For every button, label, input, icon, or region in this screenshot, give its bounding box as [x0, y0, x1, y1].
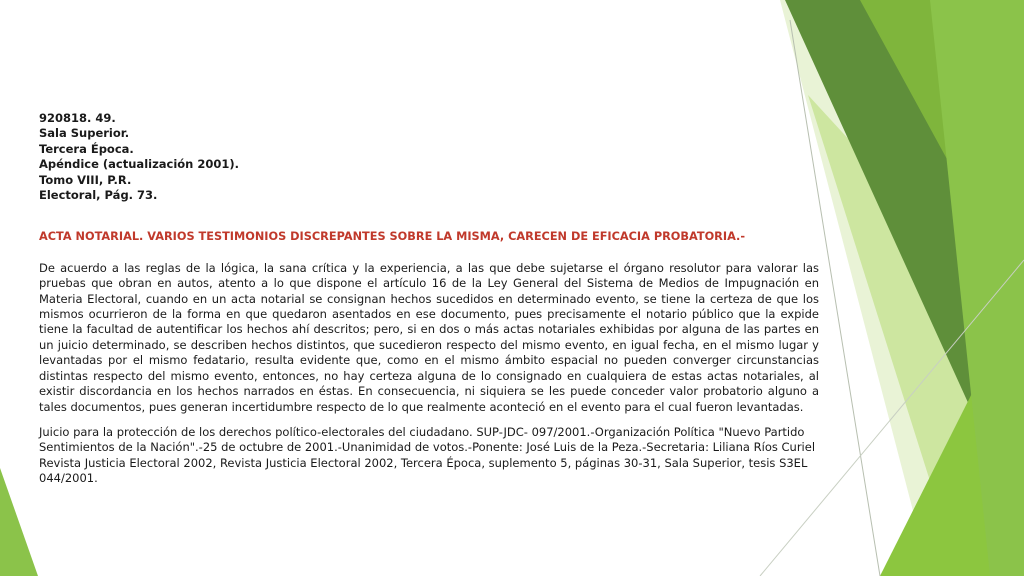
thesis-heading: ACTA NOTARIAL. VARIOS TESTIMONIOS DISCREPANTES SOBRE LA MISMA, CARECEN DE EFICACIA PROBATORIA.- — [39, 230, 746, 244]
meta-line: Tercera Época. — [39, 141, 134, 156]
left-green-accent — [0, 468, 38, 576]
precedent-block — [39, 425, 819, 487]
thesis-body: De acuerdo a las reglas de la lógica, la sana crítica y la experiencia, a las que debe sujetarse el órgano resolutor para valorar las pruebas que obran en autos, atento a lo que dispone el artículo 16 de la Ley General del Sistema de Medios de Impugnación en Materia Electoral, cuando en un acta notarial se consignan hechos sucedidos en determinado evento, se tiene la certeza de que los mismos ocurrieron de la forma en que quedaron asentados en ese documento, pues precisamente el notario público que la expide tiene la facultad de autentificar los hechos ahí descritos; pero, si en dos o más actas notariales exhibidas por alguna de las partes en un juicio determinado, se describen hechos distintos, que sucedieron respecto del mismo evento, en igual fecha, en el mismo lugar y levantadas por el mismo fedatario, resulta evidente que, como en el mismo ámbito espacial no pueden converger circunstancias distintas respecto del mismo evento, entonces, no hay certeza alguna de lo consignado en cualquiera de estas actas notariales, al existir discordancia en los hechos narrados en éstas. En consecuencia, ni siquiera se les puede conceder valor probatorio alguno a tales documentos, pues generan incertidumbre respecto de lo que realmente aconteció en el evento para el cual fueron levantadas. — [39, 260, 819, 414]
precedent-line: 044/2001. — [39, 471, 98, 486]
precedent-line: Juicio para la protección de los derechos político-electorales del ciudadano. SUP-JDC- 097/2001.-Organización Política "Nuevo Partido — [39, 424, 805, 439]
precedent-line: Revista Justicia Electoral 2002, Revista Justicia Electoral 2002, Tercera Época, suplemento 5, páginas 30-31, Sala Superior, tesis S3EL — [39, 455, 808, 470]
meta-line: 920818. 49. — [39, 111, 116, 125]
citation-metadata — [39, 111, 819, 203]
meta-line: Apéndice (actualización 2001). — [39, 157, 240, 172]
meta-line: Electoral, Pág. 73. — [39, 188, 158, 203]
document-text — [39, 111, 819, 487]
meta-line: Sala Superior. — [39, 126, 130, 141]
precedent-line: Sentimientos de la Nación".-25 de octubre de 2001.-Unanimidad de votos.-Ponente: José Luis de la Peza.-Secretaria: Liliana Ríos Curiel — [39, 440, 816, 455]
meta-line: Tomo VIII, P.R. — [39, 172, 132, 187]
